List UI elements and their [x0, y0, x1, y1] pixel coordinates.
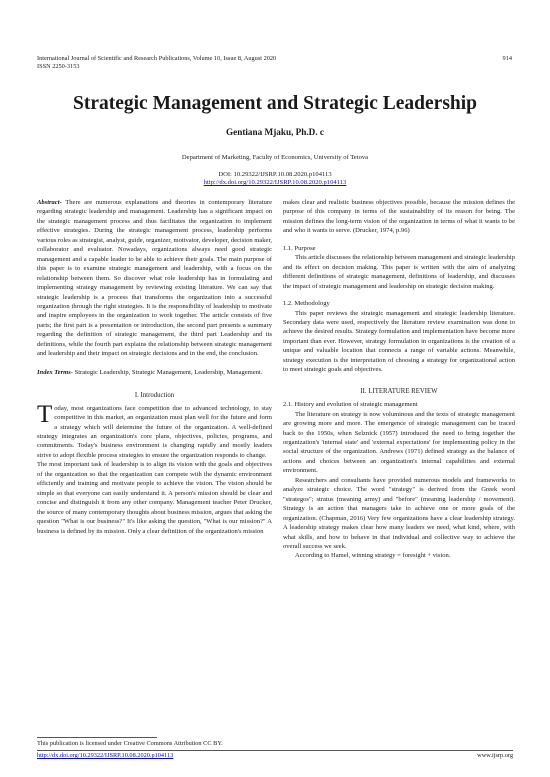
footer-doi-link[interactable]: http://dx.doi.org/10.29322/IJSRP.10.08.2020.p104113	[37, 752, 174, 759]
left-column	[37, 198, 272, 536]
doi-link[interactable]: http://dx.doi.org/10.29322/IJSRP.10.08.2020.p104113	[203, 179, 347, 186]
journal-header	[37, 55, 276, 71]
history-paragraph-1: The literature on strategy is now voluminous and the texts of strategic management are growing more and more. The emergence of strategic management can be traced back to the 1950s, when Selznick (1957) introduced the need to bring together the organization's 'internal state' and 'external expectations' for implementing policy in the social structure of the organization. Andrews (1971) defined strategy as the balance of actions and choices between an organization's internal capabilities and external environment.	[283, 410, 515, 475]
issn: ISSN 2250-3153	[37, 63, 80, 70]
history-paragraph-3: According to Hamel, winning strategy = foresight + vision.	[295, 552, 451, 560]
intro-p1-text: oday, most organizations face competition due to advanced technology, to stay competitive in this market, an organization must plan well for the future and form a strategy which will determine the future of the organization. A well-defined strategy integrates an organization's core plans, objectives, policies, programs, and commitments. Today's business environment is changing rapidly and mostly leaders strive to adopt flexible process strategies to ensure the organization responds to change.	[37, 404, 272, 459]
doi-block	[0, 171, 550, 187]
author-name: Gentiana Mjaku, Ph.D. c	[225, 127, 324, 137]
affiliation: Department of Marketing, Faculty of Economics, University of Tetova	[181, 154, 369, 161]
index-terms-text: - Strategic Leadership, Strategic Management, Leadership, Management.	[70, 368, 263, 376]
abstract-label: Abstract-	[37, 199, 62, 206]
index-terms	[37, 368, 272, 377]
footer-divider	[37, 750, 513, 751]
footer-rule	[37, 737, 157, 738]
methodology-text: This paper reviews the strategic management and strategic leadership literature. Secondary data were used, respectively the literature review examination was done to achieve the desired results. Strategy formulation and implementation have become more important than ever. However, strategy formulation in organizations is the creation of a unique and valuable location that connects a range of variable actions. Meanwhile, strategy execution is the interpretation of choosing a strategy for organizational action to meet strategic goals and objectives.	[283, 309, 515, 374]
mission-continuation: makes clear and realistic business objectives possible, because the mission defines the purpose of this company in terms of the sustainability of its reason for being. The mission defines the long-term vision of the organization in terms of what it wants to be and who it wants to serve. (Drucker, 1974, p.96)	[283, 199, 515, 235]
purpose-heading: 1.1. Purpose	[283, 244, 316, 252]
license-text: This publication is licensed under Creative Commons Attribution CC BY.	[37, 740, 223, 747]
right-column	[283, 198, 515, 561]
drop-cap: T	[37, 400, 53, 428]
purpose-text: This article discusses the relationship between management and strategic leadership and its effect on decision making. This paper is written with the aim of analyzing different definitions of strategic management, definitions of leadership, and discusses the impact of strategic management and leadership on strategic decision making.	[283, 254, 515, 290]
abstract-text: There are numerous explanations and theories in contemporary literature regarding strategic leadership and management. Leadership has a significant impact on the strategic management process and thus facilitates the organization to implement effective strategies. During the strategic management process, leadership performs various roles as strategist, analyst, guide, organizer, motivator, developer, decision maker, collaborator and evaluator. Nowadays, organizations always need good strategic management and a capable leader to be able to achieve their goals. The main purpose of this paper is to examine strategic management and leadership, with a focus on the relationship between them. So discover what role leadership has in formulating and implementing strategy management by reviewing existing literature. We can say that strategic leadership is a process that transforms the organization into a successful organization through the right strategies. It is the responsibility of leadership to motivate and inspire employees in the organization to work together. The article consists of five parts; the first part is a presentation or introduction, the second part presents a summary regarding the definition of strategic management, the third part Leadership and its definitions, while the fourth part explains the relationship between strategic management and leadership and their impact on strategic decisions and in the end, the conclusion.	[37, 199, 272, 358]
paper-title: Strategic Management and Strategic Leadership	[72, 93, 478, 114]
history-paragraph-2: Researchers and consultants have provided numerous models and frameworks to analyze strategic choice. The word "strategy" is derived from the Greek word "strategos"; stratus (meaning army) and "before" (meaning leadership / movement). Strategy is an action that managers take to achieve one or more goals of the organization. (Chapman, 2016) Very few organizations have a clear leadership strategy. A leadership strategy makes clear how many leaders we need, what kind, where, with what skills, and how to behave in that individual and collective way to achieve the overall success we seek.	[283, 476, 515, 550]
index-terms-label: Index Terms	[37, 368, 71, 376]
page-number: 914	[502, 55, 512, 62]
history-heading: 2.1. History and evolution of strategic management	[283, 401, 418, 409]
section-heading-introduction: I. Introduction	[134, 392, 175, 400]
intro-paragraph-1	[37, 400, 272, 461]
literature-review-heading: II. LITERATURE REVIEW	[360, 387, 438, 395]
abstract	[37, 198, 272, 359]
methodology-heading: 1.2. Methodology	[283, 300, 330, 308]
journal-name: International Journal of Scientific and Research Publications, Volume 10, Issue 8, August 2020	[37, 55, 277, 62]
doi-text: DOI: 10.29322/IJSRP.10.08.2020.p104113	[218, 171, 332, 178]
journal-website-link[interactable]: www.ijsrp.org	[477, 752, 513, 759]
intro-paragraph-2: The most important task of leadership is to align its vision with the goals and objectives of the organization so that the organization can compete with the dynamic environment efficiently and training and motivate people to achieve the vision. The vision should be simple so that everyone can easily understand it. A person's mission should be clear and concise and distinguish it from any other company. Management teacher Peter Drucker, the source of many contemporary thoughts about business mission, argues that asking the question "What is our business?" It's like asking the question, "What is our mission?" A business is defined by its mission. Only a clear definition of the organization's mission	[37, 461, 272, 535]
